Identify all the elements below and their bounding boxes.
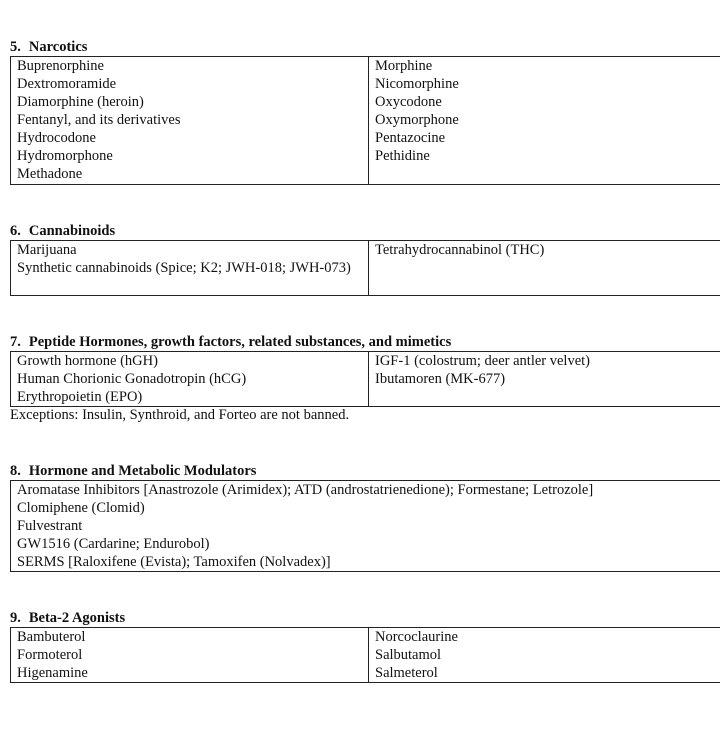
section-beta2-agonists <box>10 610 720 683</box>
list-item: Pethidine <box>375 148 430 164</box>
section-number: 7. <box>10 334 21 350</box>
substance-table <box>10 56 720 185</box>
section-number: 9. <box>10 610 21 626</box>
right-column <box>369 352 720 407</box>
section-heading: Peptide Hormones, growth factors, related substances, and mimetics <box>28 334 452 350</box>
list-item: IGF-1 (colostrum; deer antler velvet) <box>375 353 591 369</box>
list-item: Buprenorphine <box>17 58 104 74</box>
list-item: Diamorphine (heroin) <box>17 94 144 110</box>
exceptions-note: Exceptions: Insulin, Synthroid, and Forteo are not banned. <box>10 407 350 423</box>
list-item: SERMS [Raloxifene (Evista); Tamoxifen (Nolvadex)] <box>17 554 331 570</box>
list-item: Clomiphene (Clomid) <box>17 500 145 516</box>
list-item: Norcoclaurine <box>375 629 458 645</box>
section-heading: Cannabinoids <box>28 223 116 239</box>
section-title <box>10 39 720 56</box>
substance-table <box>10 351 720 407</box>
list-item: GW1516 (Cardarine; Endurobol) <box>17 536 210 552</box>
right-column <box>369 241 720 296</box>
section-peptide-hormones <box>10 334 720 424</box>
section-number: 8. <box>10 463 21 479</box>
section-heading: Narcotics <box>28 39 88 55</box>
section-heading: Hormone and Metabolic Modulators <box>28 463 257 479</box>
list-item: Salbutamol <box>375 647 442 663</box>
right-column <box>369 628 720 683</box>
list-item: Salmeterol <box>375 665 438 681</box>
section-title <box>10 610 720 627</box>
section-title <box>10 223 720 240</box>
left-column <box>11 352 369 407</box>
list-item: Tetrahydrocannabinol (THC) <box>375 242 545 258</box>
list-item: Aromatase Inhibitors [Anastrozole (Arimidex); ATD (androstatrienedione); Formestane; Letrozole] <box>17 482 594 498</box>
list-item: Methadone <box>17 166 83 182</box>
list-item: Formoterol <box>17 647 83 663</box>
section-title <box>10 334 720 351</box>
list-item: Human Chorionic Gonadotropin (hCG) <box>17 371 247 387</box>
list-item: Ibutamoren (MK-677) <box>375 371 506 387</box>
list-item: Fentanyl, and its derivatives <box>17 112 181 128</box>
right-column <box>369 57 720 185</box>
single-column <box>11 481 720 572</box>
list-item: Morphine <box>375 58 433 74</box>
list-item: Growth hormone (hGH) <box>17 353 158 369</box>
substance-table <box>10 240 720 296</box>
section-number: 5. <box>10 39 21 55</box>
left-column <box>11 57 369 185</box>
list-item: Synthetic cannabinoids (Spice; K2; JWH-018; JWH-073) <box>17 260 351 276</box>
list-item: Hydrocodone <box>17 130 96 146</box>
section-hormone-modulators <box>10 463 720 572</box>
section-number: 6. <box>10 223 21 239</box>
list-item: Nicomorphine <box>375 76 459 92</box>
substance-table <box>10 480 720 572</box>
list-item: Fulvestrant <box>17 518 83 534</box>
list-item: Dextromoramide <box>17 76 117 92</box>
list-item: Hydromorphone <box>17 148 113 164</box>
section-narcotics <box>10 39 720 185</box>
left-column <box>11 241 369 296</box>
list-item: Marijuana <box>17 242 77 258</box>
list-item: Oxycodone <box>375 94 442 110</box>
section-cannabinoids <box>10 223 720 296</box>
list-item: Bambuterol <box>17 629 86 645</box>
list-item: Higenamine <box>17 665 88 681</box>
list-item: Oxymorphone <box>375 112 459 128</box>
section-title <box>10 463 720 480</box>
substance-table <box>10 627 720 683</box>
section-heading: Beta-2 Agonists <box>28 610 126 626</box>
left-column <box>11 628 369 683</box>
list-item: Erythropoietin (EPO) <box>17 389 143 405</box>
list-item: Pentazocine <box>375 130 446 146</box>
